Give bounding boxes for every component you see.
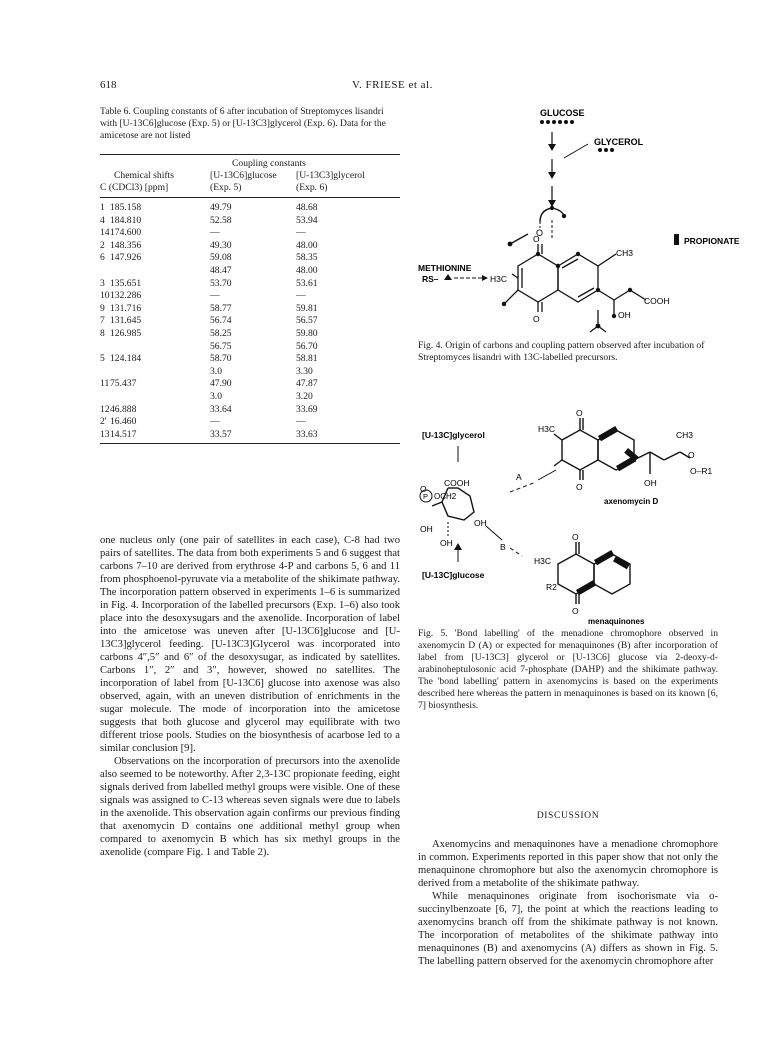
- menaquinone-chromophore: [558, 542, 630, 604]
- table-row: [100, 227, 400, 238]
- o-label: O: [688, 450, 695, 460]
- table-row: [100, 303, 400, 314]
- pathway-b-arrow: [486, 526, 502, 540]
- table-row: [100, 202, 400, 213]
- table-cell: 147.926: [110, 252, 142, 264]
- o-label: O: [536, 228, 544, 238]
- table-cell: 3.20: [296, 391, 313, 402]
- table-cell: 148.356: [110, 239, 142, 251]
- table-cell: 53.61: [296, 277, 318, 289]
- table-cell: 56.57: [296, 315, 318, 327]
- paragraph: While menaquinones originate from isochorismate via o-succinylbenzoate [6, 7], the point at which the reactions leading to axenomycins branch off from the shikimate pathway is not known. The incorporation of metabolites of the shikimate pathway into menaquinones (B) and axenomycins (A) differs as shown in Fig. 5. The labelling pattern observed for the axenomycin chromophore after: [418, 891, 718, 967]
- table-row: [100, 404, 400, 415]
- discussion-heading: DISCUSSION: [536, 810, 600, 821]
- table-cell: —: [210, 227, 220, 239]
- table-row: [100, 290, 400, 301]
- cooh-label: COOH: [444, 478, 470, 488]
- table-row: [100, 278, 400, 289]
- table-cell: 75.437: [110, 378, 137, 390]
- glycerol-label-dots: [598, 148, 614, 152]
- table-cell: —: [296, 416, 306, 428]
- phosphate-label: P: [423, 492, 429, 501]
- coupling-constants-table: [100, 154, 400, 454]
- table-cell: 3.0: [210, 391, 222, 402]
- table-cell: 3.0: [210, 365, 222, 377]
- table-cell: 56.74: [210, 315, 232, 327]
- table-cell: 59.80: [296, 328, 318, 339]
- table-cell: 48.00: [296, 265, 318, 276]
- glucose-precursor-label: [U-13C]glucose: [422, 570, 485, 580]
- table-row: [100, 215, 400, 226]
- table-row: [100, 391, 400, 402]
- table-row: [100, 328, 400, 339]
- table-caption: Table 6. Coupling constants of 6 after incubation of Streptomyces lisandri with [U-13C6]glucose (Exp. 5) or [U-13C3]glycerol (Exp. 6). Data for the amicetose are not listed: [100, 106, 386, 141]
- table-cell: 53.94: [296, 214, 318, 226]
- table-cell: 48.00: [296, 239, 318, 251]
- o-label: O: [533, 314, 540, 324]
- ch3-label: CH3: [676, 430, 694, 440]
- table-cell: 14.517: [110, 428, 137, 440]
- table-cell: 47.87: [296, 378, 318, 390]
- table-top-rule: [100, 154, 400, 155]
- table-cell: 48.68: [296, 202, 318, 213]
- table-cell: 33.63: [296, 428, 318, 440]
- och2-label: OCH2: [434, 492, 457, 501]
- ch3-label: CH3: [616, 248, 634, 258]
- figure-5-caption: Fig. 5. 'Bond labelling' of the menadione chromophore observed in axenomycin D (A) or expected for menaquinones (B) after incorporation of label from [U-13C3] glycerol or [U-13C6] glucose via 2-deoxy-d-arabinoheptulosonic acid 7-phosphate (DAHP) and the shikimate pathway. The 'bond labelling' pattern in axenomycins is based on the experiments described here whereas the pattern in menaquinones is based on its known [6, 7] biosynthesis.: [418, 628, 718, 711]
- table-cell: 2': [100, 416, 107, 428]
- table-cell: 135.651: [110, 277, 142, 289]
- axenomycin-chromophore: [554, 418, 690, 480]
- table-cell: 56.70: [296, 340, 318, 352]
- table-cell: 5: [100, 353, 105, 365]
- label-dot: [550, 206, 554, 210]
- o-label: O: [576, 482, 583, 492]
- h3c-label: H3C: [534, 556, 552, 566]
- table-cell: 3: [100, 277, 105, 289]
- paragraph: Axenomycins and menaquinones have a menadione chromophore in common. Experiments reported in this paper show that not only the menaquinone chromophore but also the axenomycin chromophore is derived from a metabolite of the shikimate pathway.: [418, 839, 718, 889]
- table-cell: 53.70: [210, 277, 232, 289]
- o-label: O: [572, 532, 579, 542]
- methyl-triangle: [444, 274, 452, 280]
- table-row: [100, 315, 400, 326]
- pathway-a-arrow: [510, 482, 536, 492]
- table-cell: 52.58: [210, 214, 232, 226]
- table-cell: 9: [100, 302, 105, 314]
- table-row: [100, 240, 400, 251]
- table-cell: 7: [100, 315, 105, 327]
- oh-label: OH: [474, 518, 487, 528]
- table-cell: 12: [100, 403, 110, 415]
- oh-label: OH: [420, 524, 433, 534]
- table-cell: 11: [100, 378, 110, 390]
- axenomycin-bond-labels: [598, 426, 639, 471]
- table-cell: 47.90: [210, 378, 232, 390]
- table-row: [100, 353, 400, 364]
- col1-header-line2: C (CDCl3) [ppm]: [100, 182, 169, 193]
- table-cell: 49.30: [210, 239, 232, 251]
- col3-header-line1: [U-13C3]glycerol: [296, 170, 365, 181]
- table-cell: 58.77: [210, 302, 232, 314]
- h3c-label: H3C: [538, 424, 556, 434]
- bond: [510, 234, 528, 244]
- arrow-line: [564, 144, 588, 158]
- table-cell: 56.75: [210, 340, 232, 352]
- label-dot: [508, 242, 513, 247]
- table-cell: 58.25: [210, 328, 232, 339]
- paragraph: one nucleus only (one pair of satellites in each case), C-8 had two pairs of satellites. The data from both experiments 5 and 6 suggest that carbons 7–10 are derived from erythrose 4-P and carbons 5, 6 and 11 from phosphoenol-pyruvate via a metabolite of the shikimate pathway. The incorporation pattern observed in experiments 1–6 is summarized in Fig. 4. Incorporation of the labelled precursors (Exp. 1–6) also took place into the desoxysugars and the axenolide. Incorporation of label into the amicetose was uneven after [U-13C6]glucose and [U-13C3]glycerol feeding. [U-13C3]Glycerol was incorporated into carbons 4″,5″ and 6″ of the desoxysugar, as indicated by satellites. Carbons 1″, 2″ and 3″, however, showed no satellites. The incorporation of label from [U-13C6] glucose into axenose was also observed, again, with an uneven distribution of enrichments in the sugar molecule. The mode of incorporation into the amicetose suggests that both glucose and glycerol may equilibrate with two different triose pools. Studies on the biosynthesis of acarbose led to a similar conclusion [9].: [100, 535, 400, 754]
- arrow-head: [548, 144, 556, 151]
- table-bottom-rule: [100, 443, 400, 444]
- table-cell: 58.35: [296, 252, 318, 264]
- table-cell: 33.57: [210, 428, 232, 440]
- table-cell: 131.716: [110, 302, 142, 314]
- table-cell: 33.69: [296, 403, 318, 415]
- table-cell: 184.810: [110, 214, 142, 226]
- table-cell: 174.600: [110, 227, 142, 239]
- col2-header-line1: [U-13C6]glucose: [210, 170, 277, 181]
- table-cell: —: [210, 416, 220, 428]
- arrow-head: [548, 172, 556, 179]
- figure-4-biosynthesis-scheme: [418, 104, 740, 336]
- table-row: [100, 429, 400, 440]
- table-header-rule: [100, 197, 400, 198]
- o-label: O: [533, 234, 540, 244]
- pathway-b-arrow: [510, 548, 522, 556]
- body-text-left: [100, 534, 400, 859]
- table-row: [100, 265, 400, 276]
- table-cell: —: [296, 227, 306, 239]
- b-label: B: [500, 542, 506, 552]
- rs-label: RS–: [422, 274, 439, 284]
- table-cell: 59.81: [296, 302, 318, 314]
- table-cell: 58.81: [296, 353, 318, 365]
- r2-label: R2: [546, 582, 557, 592]
- table-cell: 124.184: [110, 353, 142, 365]
- table-cell: 59.08: [210, 252, 232, 264]
- label-dot: [562, 214, 566, 218]
- table-cell: 3.30: [296, 365, 313, 377]
- paragraph: Observations on the incorporation of precursors into the axenolide also seemed to be noteworthy. After 2,3-13C propionate feeding, eight signals derived from labelled methyl groups were visible. One of these signals was assigned to C-13 whereas seven signals were due to labels in the axenolide. This observation again confirms our previous finding that axenomycin D contains one additional methyl group when compared to axenomycin B which has six methyl groups in the axenolide (compare Fig. 1 and Table 2).: [100, 756, 400, 858]
- propionate-bar: [674, 234, 679, 245]
- table-row: [100, 378, 400, 389]
- cooh-label: COOH: [644, 296, 670, 306]
- glycerol-precursor-label: [U-13C]glycerol: [422, 430, 485, 440]
- axenomycin-label: axenomycin D: [604, 497, 659, 506]
- arrow-head: [482, 275, 488, 281]
- oh-label: OH: [618, 310, 631, 320]
- a-label: A: [516, 472, 522, 482]
- figure-4-caption: Fig. 4. Origin of carbons and coupling pattern observed after incubation of Streptomyces lisandri with 13C-labelled precursors.: [418, 340, 705, 363]
- table-cell: 1: [100, 202, 105, 213]
- label-dot: [596, 324, 601, 329]
- table-cell: 132.286: [110, 290, 142, 302]
- glucose-label-dots: [540, 120, 574, 124]
- table-row: [100, 416, 400, 427]
- col3-header-line2: (Exp. 6): [296, 182, 328, 193]
- table-cell: 6: [100, 252, 105, 264]
- arrow-head: [454, 543, 462, 550]
- body-text-right: [418, 838, 718, 968]
- table-cell: 14: [100, 227, 110, 239]
- page-number: 618: [100, 79, 117, 91]
- table-cell: 49.79: [210, 202, 232, 213]
- col-group-header: Coupling constants: [232, 158, 306, 169]
- glucose-label: GLUCOSE: [540, 108, 585, 118]
- h3c-label: H3C: [490, 274, 508, 284]
- table-cell: 13: [100, 428, 110, 440]
- table-row: [100, 252, 400, 263]
- table-cell: 10: [100, 290, 110, 302]
- table-cell: 126.985: [110, 328, 142, 339]
- table-cell: 185.158: [110, 202, 142, 213]
- glycerol-label: GLYCEROL: [594, 137, 644, 147]
- table-cell: 16.460: [110, 416, 137, 428]
- table-cell: 4: [100, 214, 105, 226]
- col1-header-line1: Chemical shifts: [114, 170, 174, 181]
- table-cell: 2: [100, 239, 105, 251]
- pathway-a-arrow: [538, 470, 556, 480]
- oh-label: OH: [644, 478, 657, 488]
- table-cell: 33.64: [210, 403, 232, 415]
- table-cell: 48.47: [210, 265, 232, 276]
- oh-label: OH: [440, 538, 453, 548]
- o-label: O: [420, 484, 427, 494]
- table-row: [100, 341, 400, 352]
- table-row: [100, 366, 400, 377]
- table-cell: 58.70: [210, 353, 232, 365]
- o-label: O: [572, 606, 579, 616]
- o-label: O: [576, 408, 583, 418]
- menaquinones-label: menaquinones: [588, 617, 645, 626]
- table-cell: 131.645: [110, 315, 142, 327]
- methionine-label: METHIONINE: [418, 263, 472, 273]
- col2-header-line2: (Exp. 5): [210, 182, 242, 193]
- table-cell: —: [210, 290, 220, 302]
- table-cell: 8: [100, 328, 105, 339]
- table-cell: —: [296, 290, 306, 302]
- figure-5-bond-labelling-scheme: [418, 388, 718, 624]
- propionate-label: PROPIONATE: [684, 236, 740, 246]
- or1-label: O–R1: [690, 466, 713, 476]
- table-cell: 46.888: [110, 403, 137, 415]
- running-head: V. FRIESE et al.: [352, 79, 433, 91]
